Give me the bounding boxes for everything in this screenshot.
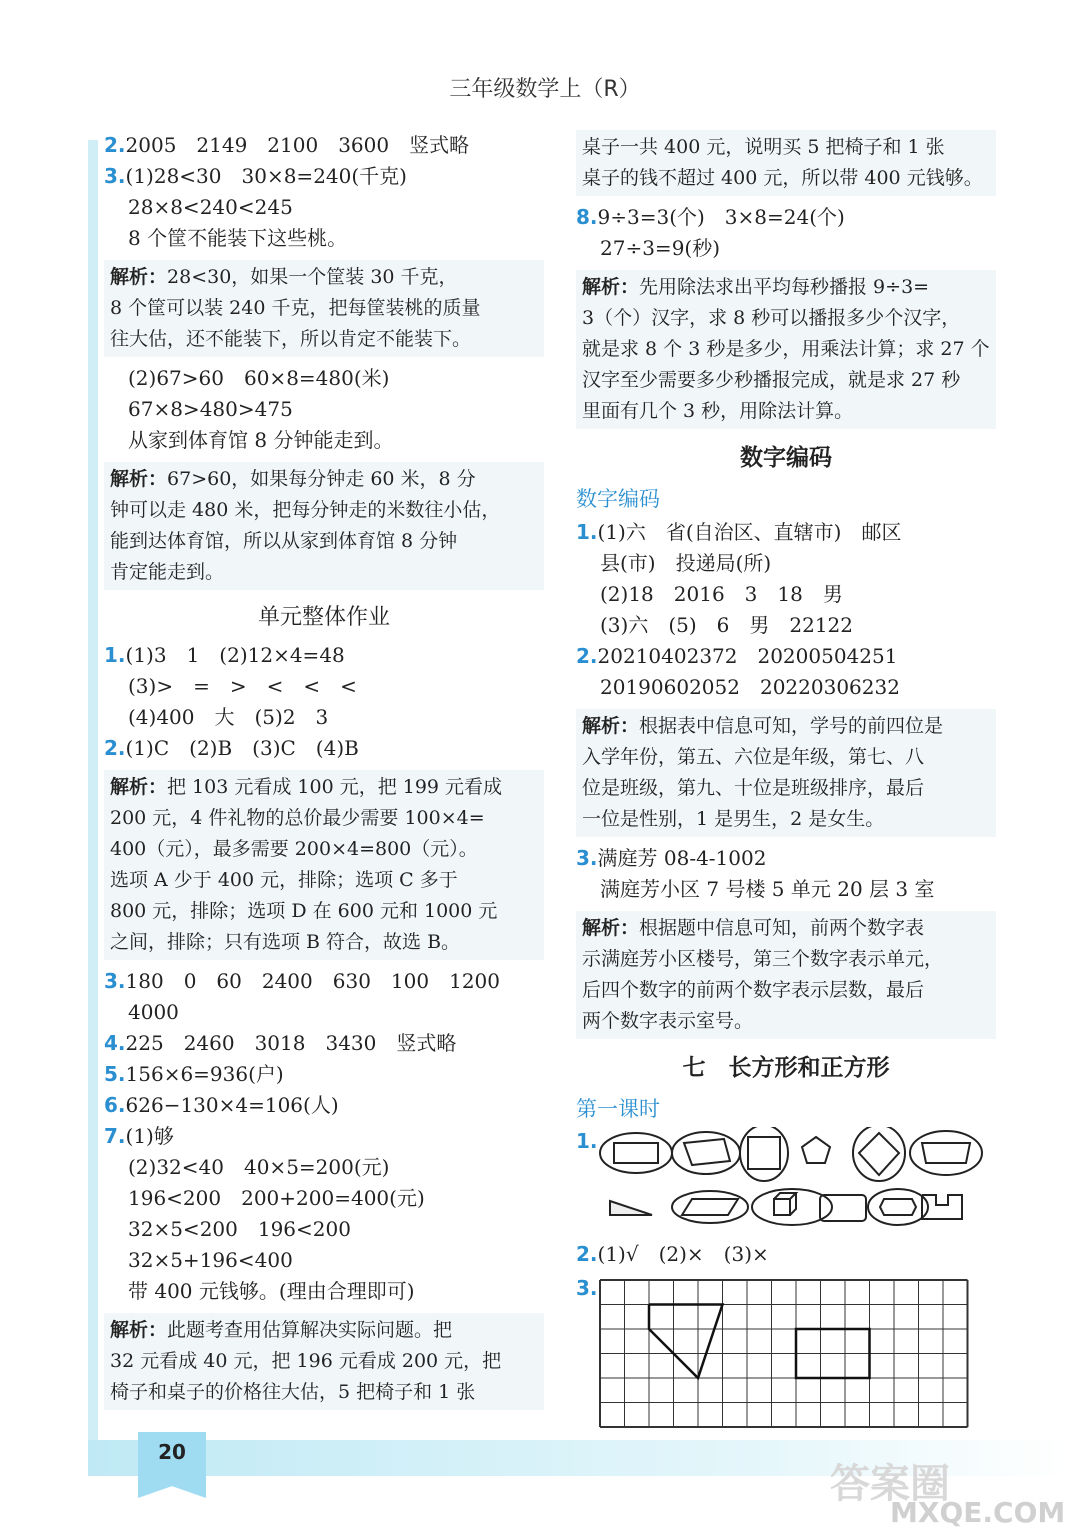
code-answer-2: 2.20210402372 20200504251 bbox=[576, 644, 898, 668]
answer-line: 8 个筐不能装下这些桃。 bbox=[128, 226, 348, 250]
code-answer-3: 3.满庭芳 08-4-1002 bbox=[576, 846, 767, 870]
page-number: 20 bbox=[158, 1440, 186, 1464]
ellipse-outline bbox=[672, 1191, 748, 1223]
rectangle-shape bbox=[614, 1143, 658, 1163]
watermark-url: MXQE.COM bbox=[890, 1496, 1066, 1529]
left-column: 2.2005 2149 2100 3600 竖式略 3.(1)28<30 30×8=240(千克) 28×8<240<245 8 个筐不能装下这些桃。 解析：28<30，如果一个筐装 30 千克， 8 个筐可以装 240 千克，把每筐装桃的质量 往大估，还不能装下，所以肯定不能装下。 (2)67>60 60×8=480(米) 67×8>480>475 从家到体育馆 8 分钟能走到。 解析：67>60，如果每分钟走 60 米，8 分 钟可以走 480 米，把每分钟走的米数往小估， 能到达体育馆，所以从家到体育馆 8 分钟 肯定能走到。 单元整体作业 1.(1)3 1 (2)12×4=48 (3)> = > < < < (4)400 大 (5)2 3 2.(1)C (2)B (3)C (4)B 解析：把 103 元看成 100 元，把 199 元看成 200 元，4 件礼物的总价最少需要 100×4= 400（元），最多需要 200×4=800（元）。 选项 A 少于 400 元，排除；选项 C 多于 800 元，排除；选项 D 在 600 元和 1000 元 之间，排除；只有选项 B 符合，故选 B。 3.180 0 60 2400 630 100 1200 4000 4.225 2460 3018 3430 竖式略 5.156×6=936(户) 6.626−130×4=106(人) 7.(1)够 (2)32<40 40×5=200(元) 196<200 200+200=400(元) 32×5<200 196<200 32×5+196<400 带 400 元钱够。(理由合理即可) 解析：此题考查用估算解决实际问题。把 32 元看成 40 元，把 196 元看成 200 元，把 椅子和桌子的价格往大估，5 把椅子和 1 张 bbox=[104, 130, 544, 1416]
lesson-answer-2: 2.(1)√ (2)× (3)× bbox=[576, 1242, 769, 1266]
unit-answer-1: 1.(1)3 1 (2)12×4=48 bbox=[104, 643, 345, 667]
explanation: 解析：28<30，如果一个筐装 30 千克， 8 个筐可以装 240 千克，把每筐装桃的质量 往大估，还不能装下，所以肯定不能装下。 bbox=[104, 260, 544, 357]
section-title: 单元整体作业 bbox=[257, 605, 390, 630]
grid-figure: 3. bbox=[576, 1276, 996, 1436]
cube-shape bbox=[774, 1199, 790, 1215]
unit-answer-3: 3.180 0 60 2400 630 100 1200 bbox=[104, 969, 501, 993]
unit-answer-2: 2.(1)C (2)B (3)C (4)B bbox=[104, 736, 359, 760]
drawn-quadrilateral bbox=[649, 1305, 723, 1379]
sub-title: 数字编码 bbox=[576, 487, 660, 511]
explanation: 解析：先用除法求出平均每秒播报 9÷3= 3（个）汉字，求 8 秒可以播报多少个汉字， 就是求 8 个 3 秒是多少，用乘法计算；求 27 个 汉字至少需要多少秒播报完成，就是求 27 秒 里面有几个 3 秒，用除法计算。 bbox=[576, 270, 996, 429]
lesson-title: 第一课时 bbox=[576, 1097, 660, 1121]
answer-line: 28×8<240<245 bbox=[128, 195, 293, 219]
unit-answer-4: 4.225 2460 3018 3430 竖式略 bbox=[104, 1031, 457, 1055]
shapes-figure: 1. bbox=[576, 1127, 996, 1239]
right-column: 桌子一共 400 元，说明买 5 把椅子和 1 张 桌子的钱不超过 400 元，所以带 400 元钱够。 8.9÷3=3(个) 3×8=24(个) 27÷3=9(秒) 解析：先用除法求出平均每秒播报 9÷3= 3（个）汉字，求 8 秒可以播报多少个汉字， 就是求 8 个 3 秒是多少，用乘法计算；求 27 个 汉字至少需要多少秒播报完成，就是求 27 秒 里面有几个 3 秒，用除法计算。 数字编码 数字编码 1.(1)六 省(自治区、直辖市) 邮区 县(市) 投递局(所) (2)18 2016 3 18 男 (3)六 (5) 6 男 22122 2.20210402372 20200504251 20190602052 20220306232 解析：根据表中信息可知，学号的前四位是 入学年份，第五、六位是年级，第七、八 位是班级，第九、十位是班级排序，最后 一位是性别，1 是男生，2 是女生。 3.满庭芳 08-4-1002 满庭芳小区 7 号楼 5 单元 20 层 3 室 解析：根据题中信息可知，前两个数字表 示满庭芳小区楼号，第三个数字表示单元， 后四个数字的前两个数字表示层数，最后 两个数字表示室号。 七 长方形和正方形 第一课时 1. 2.(1)√ (2)× (3)× 3. bbox=[576, 130, 996, 1436]
answer-2: 2.2005 2149 2100 3600 竖式略 bbox=[104, 133, 470, 157]
chapter-title: 七 长方形和正方形 bbox=[682, 1055, 890, 1081]
answer-8: 8.9÷3=3(个) 3×8=24(个) bbox=[576, 205, 845, 229]
pentagon-shape bbox=[802, 1137, 830, 1163]
watermark-logo: 答案圈 bbox=[830, 1461, 950, 1507]
page-header: 三年级数学上（R） bbox=[449, 77, 641, 102]
quadrilateral-shape bbox=[684, 1139, 730, 1165]
parallelogram-shape bbox=[682, 1199, 738, 1215]
answer-line: 67×8>480>475 bbox=[128, 397, 293, 421]
answer-3: 3.(1)28<30 30×8=240(千克) bbox=[104, 164, 407, 188]
answer-line: (2)67>60 60×8=480(米) bbox=[128, 366, 390, 390]
explanation: 解析：把 103 元看成 100 元，把 199 元看成 200 元，4 件礼物的总价最少需要 100×4= 400（元），最多需要 200×4=800（元）。 选项 A 少于 400 元，排除；选项 C 多于 800 元，排除；选项 D 在 600 元和 1000 元 之间，排除；只有选项 B 符合，故选 B。 bbox=[104, 770, 544, 960]
explanation: 解析：67>60，如果每分钟走 60 米，8 分 钟可以走 480 米，把每分钟走的米数往小估， 能到达体育馆，所以从家到体育馆 8 分钟 肯定能走到。 bbox=[104, 462, 544, 590]
ellipse-outline bbox=[910, 1131, 982, 1175]
unit-answer-7: 7.(1)够 bbox=[104, 1124, 174, 1148]
shapes-svg bbox=[596, 1127, 996, 1239]
grid-svg bbox=[598, 1278, 978, 1432]
ellipse-outline bbox=[868, 1189, 928, 1225]
square-shape bbox=[748, 1137, 780, 1169]
unit-answer-6: 6.626−130×4=106(人) bbox=[104, 1093, 339, 1117]
page-edge-stripe bbox=[88, 140, 98, 1440]
ellipse-outline bbox=[600, 1133, 672, 1173]
unit-answer-5: 5.156×6=936(户) bbox=[104, 1062, 284, 1086]
explanation-continued: 桌子一共 400 元，说明买 5 把椅子和 1 张 桌子的钱不超过 400 元，所以带 400 元钱够。 bbox=[576, 130, 996, 196]
explanation: 解析：根据题中信息可知，前两个数字表 示满庭芳小区楼号，第三个数字表示单元， 后四个数字的前两个数字表示层数，最后 两个数字表示室号。 bbox=[576, 911, 996, 1039]
rhombus-shape bbox=[859, 1133, 899, 1175]
trapezoid-shape bbox=[922, 1143, 970, 1163]
section-title: 数字编码 bbox=[740, 445, 832, 471]
hexagon-shape bbox=[880, 1199, 916, 1215]
code-answer-1: 1.(1)六 省(自治区、直辖市) 邮区 bbox=[576, 520, 902, 544]
explanation: 解析：此题考查用估算解决实际问题。把 32 元看成 40 元，把 196 元看成 200 元，把 椅子和桌子的价格往大估，5 把椅子和 1 张 bbox=[104, 1313, 544, 1410]
answer-line: 从家到体育馆 8 分钟能走到。 bbox=[128, 428, 394, 452]
explanation: 解析：根据表中信息可知，学号的前四位是 入学年份，第五、六位是年级，第七、八 位是班级，第九、十位是班级排序，最后 一位是性别，1 是男生，2 是女生。 bbox=[576, 709, 996, 837]
triangle-shape bbox=[610, 1201, 652, 1215]
ellipse-outline bbox=[672, 1132, 740, 1174]
